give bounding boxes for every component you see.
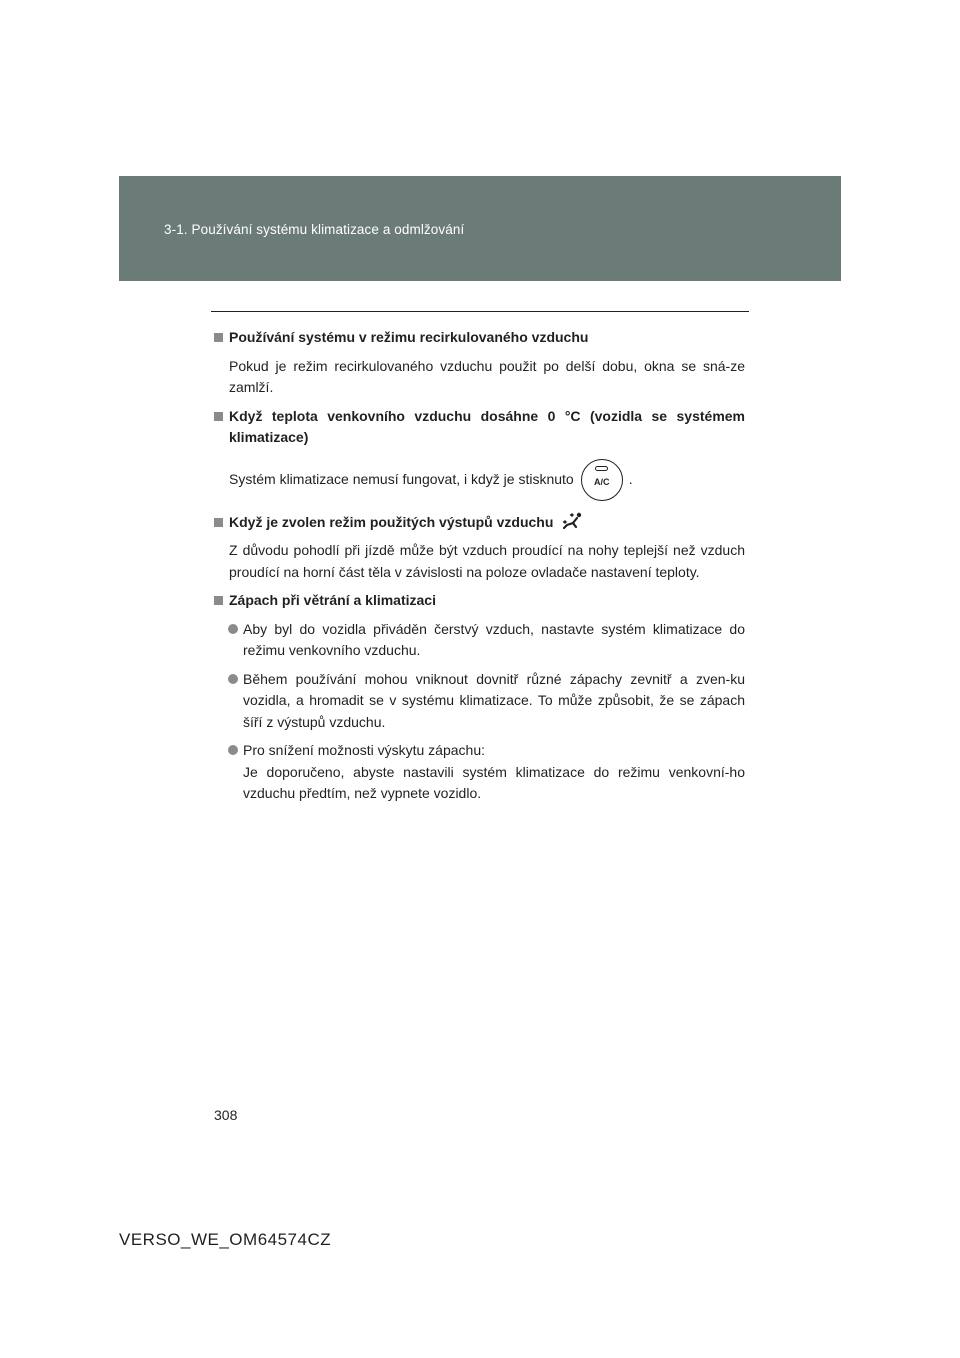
subheading-vent-mode: Když je zvolen režim použitých výstupů vzduchu (214, 512, 745, 534)
ac-button-icon: A/C (581, 459, 623, 501)
round-bullet-icon (228, 745, 238, 755)
section-header-band (119, 176, 841, 281)
paragraph-recirculation: Pokud je režim recirkulovaného vzduchu použit po delší dobu, okna se sná-ze zamlží. (229, 357, 745, 395)
indicator-led-icon (595, 466, 608, 471)
round-bullet-icon (228, 624, 238, 634)
section-title: 3-1. Používání systému klimatizace a odmlžování (164, 222, 465, 237)
page-content (214, 327, 745, 805)
subheading-outside-temperature: Když teplota venkovního vzduchu dosáhne 0 °C (vozidla se systémem klimatizace) (214, 406, 745, 449)
square-bullet-icon (214, 333, 223, 342)
round-bullet-icon (228, 674, 238, 684)
square-bullet-icon (214, 518, 223, 527)
square-bullet-icon (214, 596, 223, 605)
divider-rule (211, 311, 749, 312)
subheading-recirculation: Používání systému v režimu recirkulovaného vzduchu (214, 327, 745, 349)
subheading-odor: Zápach při větrání a klimatizaci (214, 590, 745, 612)
list-item: Pro snížení možnosti výskytu zápachu: Je doporučeno, abyste nastavili systém klimatizace do režimu venkovní-ho vzduchu předtím, než vypnete vozidlo. (214, 740, 745, 805)
list-item: Aby byl do vozidla přiváděn čerstvý vzduch, nastavte systém klimatizace do režimu venkovního vzduchu. (214, 619, 745, 662)
list-item: Během používání mohou vniknout dovnitř různé zápachy zevnitř a zven-ku vozidla, a hromadit se v systému klimatizace. To může způsobit, že se zápach šíří z výstupů vzduchu. (214, 669, 745, 734)
page-number: 308 (214, 1107, 238, 1123)
paragraph-vent-mode: Z důvodu pohodlí při jízdě může být vzduch proudící na nohy teplejší než vzduch proudící na horní část těla v závislosti na poloze ovladače nastavení teploty. (229, 542, 745, 580)
paragraph-ac-button: Systém klimatizace nemusí fungovat, i když je stisknuto A/C . (214, 455, 745, 505)
square-bullet-icon (214, 412, 223, 421)
document-code: VERSO_WE_OM64574CZ (119, 1230, 332, 1249)
foot-face-vent-mode-icon (561, 512, 583, 530)
